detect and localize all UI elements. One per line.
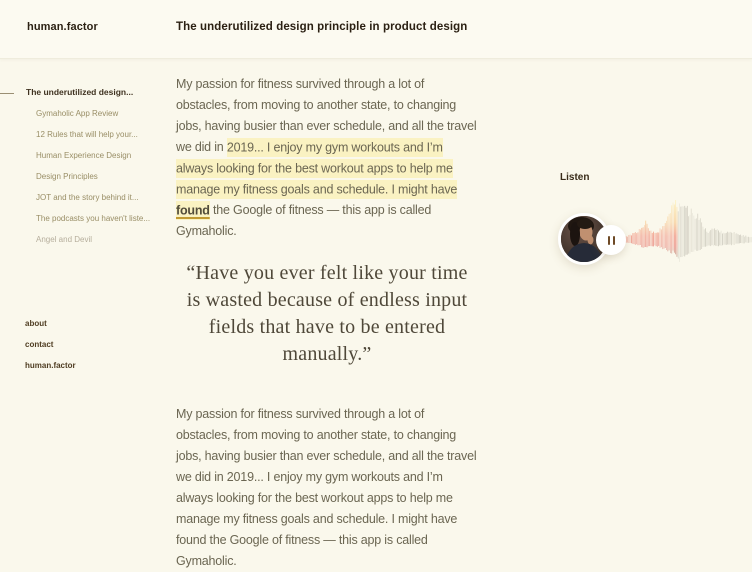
toc-item-gymaholic-app-review[interactable]: Gymaholic App Review [0,103,170,124]
toc-item-underutilized-design[interactable]: The underutilized design... [0,82,170,103]
highlight-text: 2019... I enjoy my gym workouts and I’m always looking for the best workout apps to help me manage my fitness goals and schedule. I might have [176,140,457,196]
pull-quote: “Have you ever felt like your time is wasted because of endless input fields that have to be entered manually.” [181,260,473,368]
pause-icon [608,236,610,245]
toc-item-12-rules[interactable]: 12 Rules that will help your... [0,124,170,145]
contact-link[interactable]: contact [25,334,76,355]
site-logo[interactable]: human.factor [27,21,98,33]
paragraph-2: My passion for fitness survived through a lot of obstacles, from moving to another state, to changing jobs, having busier than ever schedule, and all the travel we did in 2019... I enjoy my gym workouts and I’m always looking for the best workout apps to help me manage my fitness goals and schedule. I might have found the Google of fitness — this app is called Gymaholic. [176,404,478,572]
paragraph-1 [176,74,478,242]
article-body [176,74,478,572]
page-title: The underutilized design principle in product design [176,21,467,33]
header [0,0,752,59]
toc-item-jot-story[interactable]: JOT and the story behind it... [0,187,170,208]
toc-item-angel-and-devil[interactable]: Angel and Devil [0,229,170,250]
pause-button[interactable] [596,225,626,255]
listen-label: Listen [560,172,589,183]
highlight-bold-found: found [176,203,210,217]
paragraph-1-post: the Google of fitness — this app is called Gymaholic. [176,203,431,238]
paragraph-1-pre: My passion for fitness survived through a lot of obstacles, from moving to another state, to changing jobs, having busier than ever schedule, and all the travel we did in [176,77,476,154]
audio-waveform[interactable] [618,200,752,280]
sidebar-footer [25,313,76,376]
about-link[interactable]: about [25,313,76,334]
table-of-contents [0,82,170,250]
pause-icon [613,236,615,245]
toc-item-design-principles[interactable]: Design Principles [0,166,170,187]
humanfactor-link[interactable]: human.factor [25,355,76,376]
toc-item-human-experience-design[interactable]: Human Experience Design [0,145,170,166]
toc-item-podcasts[interactable]: The podcasts you haven't liste... [0,208,170,229]
